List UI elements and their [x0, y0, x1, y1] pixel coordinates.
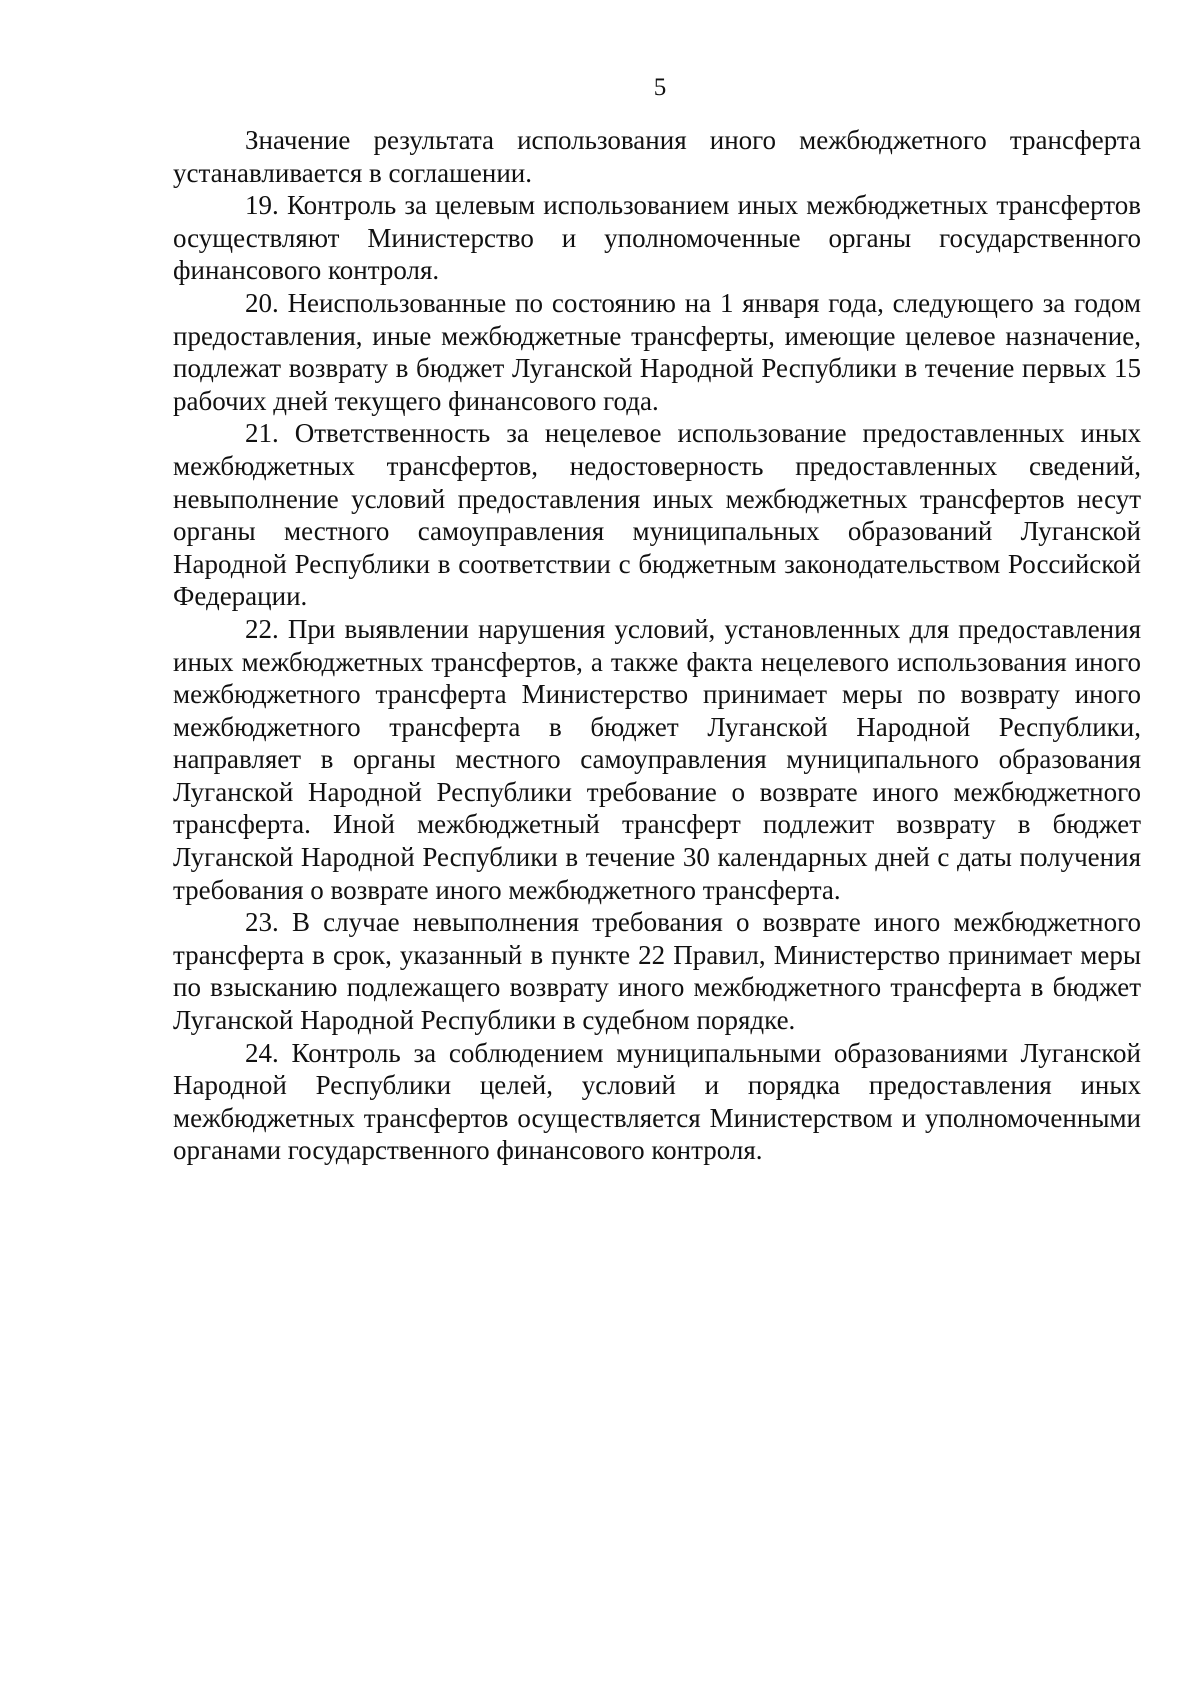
paragraph-number: 20.	[245, 287, 279, 318]
paragraph-number: 21.	[245, 418, 279, 449]
paragraph-number: 22.	[245, 613, 279, 644]
paragraph-text: Контроль за соблюдением муниципальными образованиями Луганской Народной Республики целей, условий и порядка предоставления иных межбюджетных трансфертов осуществляется Министерством и уполномоченными органами государственного финансового контроля.	[173, 1037, 1141, 1166]
paragraph-number: 24.	[245, 1037, 279, 1068]
paragraph-22	[173, 613, 1141, 906]
paragraph-text: При выявлении нарушения условий, установленных для предоставления иных межбюджетных трансфертов, а также факта нецелевого использования иного межбюджетного трансферта Министерство принимает меры по возврату иного межбюджетного трансферта в бюджет Луганской Народной Республики, направляет в органы местного самоуправления муниципального образования Луганской Народной Республики требование о возврате иного межбюджетного трансферта. Иной межбюджетный трансферт подлежит возврату в бюджет Луганской Народной Республики в течение 30 календарных дней с даты получения требования о возврате иного межбюджетного трансферта.	[173, 613, 1142, 905]
paragraph-text: Ответственность за нецелевое использование предоставленных иных межбюджетных трансфертов, недостоверность предоставленных сведений, невыполнение условий предоставления иных межбюджетных трансфертов несут органы местного самоуправления муниципальных образований Луганской Народной Республики в соответствии с бюджетным законодательством Российской Федерации.	[173, 418, 1142, 612]
paragraph-number: 23.	[245, 907, 279, 938]
paragraph-text: Неиспользованные по состоянию на 1 января года, следующего за годом предоставления, иные межбюджетные трансферты, имеющие целевое назначение, подлежат возврату в бюджет Луганской Народной Республики в течение первых 15 рабочих дней текущего финансового года.	[173, 287, 1142, 416]
paragraph-text: Контроль за целевым использованием иных межбюджетных трансфертов осуществляют Министерство и уполномоченные органы государственного финансового контроля.	[173, 190, 1142, 286]
paragraph-24	[173, 1037, 1141, 1167]
page-number: 5	[653, 74, 667, 101]
paragraph-23	[173, 906, 1141, 1036]
paragraph-21	[173, 417, 1141, 613]
paragraph-text: Значение результата использования иного межбюджетного трансферта устанавливается в соглашении.	[173, 125, 1141, 188]
paragraph-text: В случае невыполнения требования о возврате иного межбюджетного трансферта в срок, указанный в пункте 22 Правил, Министерство принимает меры по взысканию подлежащего возврату иного межбюджетного трансферта в бюджет Луганской Народной Республики в судебном порядке.	[173, 907, 1141, 1036]
paragraph-20	[173, 287, 1141, 417]
paragraph-19	[173, 189, 1141, 287]
document-body	[173, 124, 1141, 1167]
paragraph-number: 19.	[245, 190, 279, 221]
paragraph-intro	[173, 124, 1141, 189]
